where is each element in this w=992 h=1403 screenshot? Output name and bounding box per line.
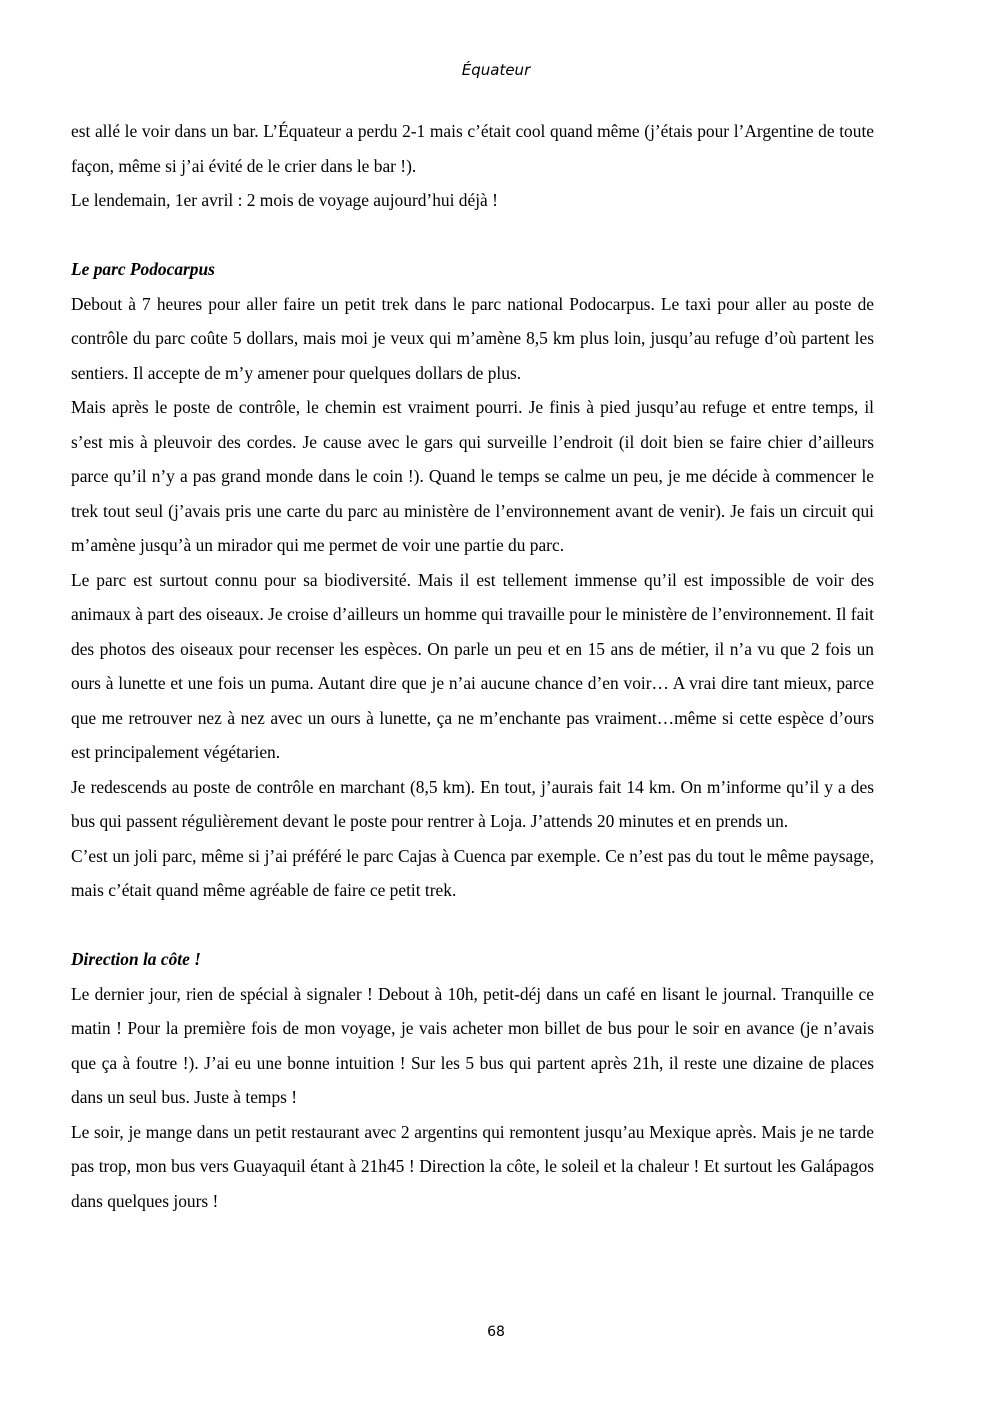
section-heading-cote: Direction la côte !	[71, 949, 201, 969]
paragraph: Mais après le poste de contrôle, le chemin est vraiment pourri. Je finis à pied jusqu’au refuge et entre temps, il s’est mis à pleuvoir des cordes. Je cause avec le gars qui surveille l’endroit (il doit bien se faire chier d’ailleurs parce qu’il n’y a pas grand monde dans le coin !). Quand le temps se calme un peu, je me décide à commencer le trek tout seul (j’avais pris une carte du parc au ministère de l’environnement avant de venir). Je fais un circuit qui m’amène jusqu’à un mirador qui me permet de voir une partie du parc.	[71, 397, 874, 555]
page-number: 68	[487, 1324, 505, 1340]
paragraph: Le dernier jour, rien de spécial à signaler ! Debout à 10h, petit-déj dans un café en lisant le journal. Tranquille ce matin ! Pour la première fois de mon voyage, je vais acheter mon billet de bus pour le soir en avance (je n’avais que ça à foutre !). J’ai eu une bonne intuition ! Sur les 5 bus qui partent après 21h, il reste une dizaine de places dans un seul bus. Juste à temps !	[71, 983, 874, 1107]
section-heading-podocarpus: Le parc Podocarpus	[71, 259, 215, 279]
paragraph: Je redescends au poste de contrôle en marchant (8,5 km). En tout, j’aurais fait 14 km. On m’informe qu’il y a des bus qui passent régulièrement devant le poste pour rentrer à Loja. J’attends 20 minutes et en prends un.	[71, 776, 874, 831]
paragraph: Le parc est surtout connu pour sa biodiversité. Mais il est tellement immense qu’il est impossible de voir des animaux à part des oiseaux. Je croise d’ailleurs un homme qui travaille pour le ministère de l’environnement. Il fait des photos des oiseaux pour recenser les espèces. On parle un peu et en 15 ans de métier, il n’a vu que 2 fois un ours à lunette et une fois un puma. Autant dire que je n’ai aucune chance d’en voir… A vrai dire tant mieux, parce que me retrouver nez à nez avec un ours à lunette, ça ne m’enchante pas vraiment…même si cette espèce d’ours est principalement végétarien.	[71, 569, 874, 762]
paragraph: est allé le voir dans un bar. L’Équateur a perdu 2-1 mais c’était cool quand même (j’étais pour l’Argentine de toute façon, même si j’ai évité de le crier dans le bar !).	[71, 121, 874, 176]
blank-line	[71, 908, 874, 943]
paragraph: C’est un joli parc, même si j’ai préféré le parc Cajas à Cuenca par exemple. Ce n’est pas du tout le même paysage, mais c’était quand même agréable de faire ce petit trek.	[71, 845, 874, 900]
paragraph: Le soir, je mange dans un petit restaurant avec 2 argentins qui remontent jusqu’au Mexique après. Mais je ne tarde pas trop, mon bus vers Guayaquil étant à 21h45 ! Direction la côte, le soleil et la chaleur ! Et surtout les Galápagos dans quelques jours !	[71, 1121, 874, 1211]
blank-line	[71, 218, 874, 253]
paragraph: Le lendemain, 1er avril : 2 mois de voyage aujourd’hui déjà !	[71, 190, 498, 210]
page-body	[71, 114, 874, 1218]
running-header: Équateur	[461, 61, 531, 79]
paragraph: Debout à 7 heures pour aller faire un petit trek dans le parc national Podocarpus. Le taxi pour aller au poste de contrôle du parc coûte 5 dollars, mais moi je veux qui m’amène 8,5 km plus loin, jusqu’au refuge d’où partent les sentiers. Il accepte de m’y amener pour quelques dollars de plus.	[71, 293, 874, 383]
